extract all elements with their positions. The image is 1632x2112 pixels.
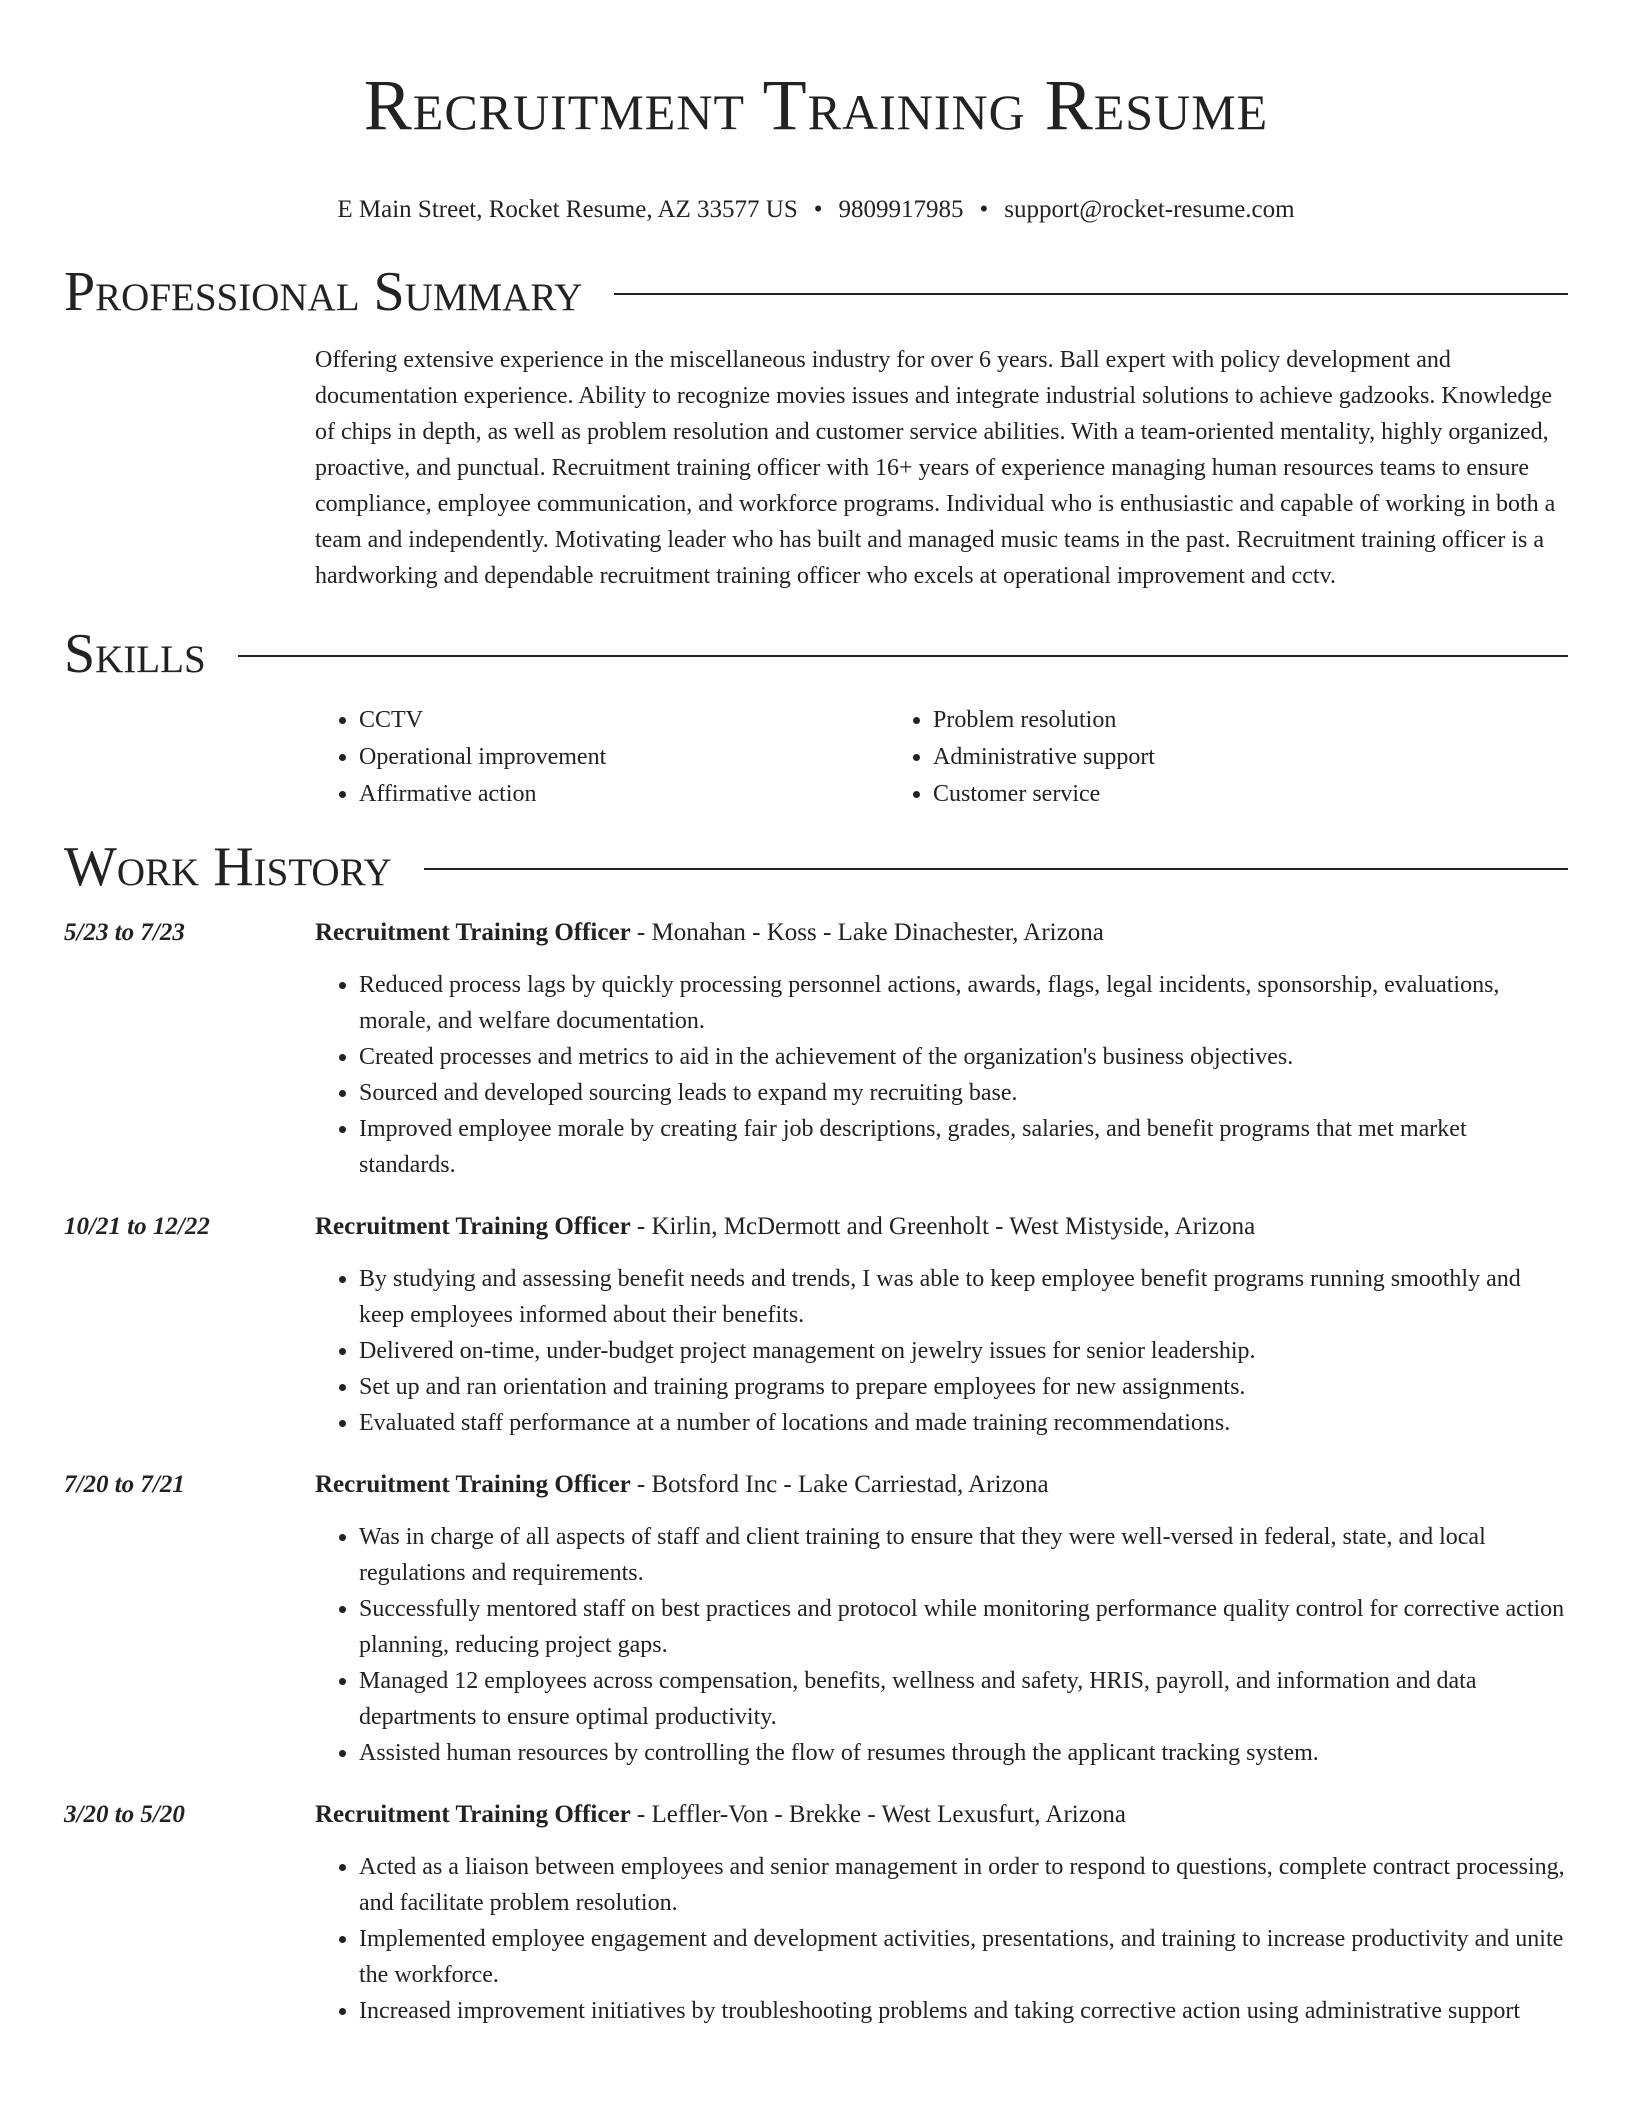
job-body — [315, 1467, 1568, 1771]
contact-email: support@rocket-resume.com — [1004, 196, 1295, 223]
job-bullets — [315, 1261, 1568, 1441]
job-employer: - Leffler-Von - Brekke - West Lexusfurt, Arizona — [630, 1801, 1126, 1828]
job-bullet: • Successfully mentored staff on best practices and protocol while monitoring performance quality control for corrective action planning, reducing project gaps. — [359, 1591, 1568, 1663]
job-bullet: • Improved employee morale by creating fair job descriptions, grades, salaries, and benefit programs that met market standards. — [359, 1111, 1568, 1183]
job-role: Recruitment Training Officer — [315, 919, 631, 946]
job-title-line — [315, 1467, 1568, 1503]
job-bullet: • Assisted human resources by controlling the flow of resumes through the applicant tracking system. — [359, 1735, 1568, 1771]
summary-heading: Professional Summary — [64, 261, 583, 323]
contact-phone: 9809917985 — [838, 196, 964, 223]
job-entry — [64, 1209, 1568, 1441]
job-bullet: • Set up and ran orientation and training programs to prepare employees for new assignments. — [359, 1369, 1568, 1405]
job-title-line — [315, 915, 1568, 951]
contact-address: E Main Street, Rocket Resume, AZ 33577 US — [337, 196, 798, 223]
skill-item: • CCTV — [359, 702, 889, 739]
skills-heading: Skills — [64, 623, 206, 685]
job-role: Recruitment Training Officer — [315, 1213, 631, 1240]
job-bullet: • Was in charge of all aspects of staff and client training to ensure that they were well-versed in federal, state, and local regulations and requirements. — [359, 1519, 1568, 1591]
job-bullets — [315, 967, 1568, 1183]
job-title-line — [315, 1797, 1568, 1833]
job-bullets — [315, 1519, 1568, 1771]
job-dates: 3/20 to 5/20 — [64, 1801, 185, 1828]
skill-item: • Affirmative action — [359, 776, 889, 813]
job-bullet: • By studying and assessing benefit needs and trends, I was able to keep employee benefit programs running smoothly and keep employees informed about their benefits. — [359, 1261, 1568, 1333]
contact-separator: • — [813, 196, 823, 223]
job-bullet: • Increased improvement initiatives by troubleshooting problems and taking corrective action using administrative support — [359, 1993, 1568, 2029]
work-heading: Work History — [64, 836, 392, 898]
job-bullet: • Implemented employee engagement and development activities, presentations, and training to increase productivity and unite the workforce. — [359, 1921, 1568, 1993]
section-divider — [238, 655, 1568, 657]
job-bullet: • Created processes and metrics to aid in the achievement of the organization's business objectives. — [359, 1039, 1568, 1075]
summary-section-header — [64, 260, 1568, 324]
job-employer: - Monahan - Koss - Lake Dinachester, Arizona — [630, 919, 1104, 946]
section-divider — [424, 868, 1568, 870]
work-section-header — [64, 835, 1568, 899]
summary-text: Offering extensive experience in the miscellaneous industry for over 6 years. Ball expert with policy development and documentation experience. Ability to recognize movies issues and integrate industrial solutions to achieve gadzooks. Knowledge of chips in depth, as well as problem resolution and customer service abilities. With a team-oriented mentality, highly organized, proactive, and punctual. Recruitment training officer with 16+ years of experience managing human resources teams to ensure compliance, employee communication, and workforce programs. Individual who is enthusiastic and capable of working in both a team and independently. Motivating leader who has built and managed music teams in the past. Recruitment training officer is a hardworking and dependable recruitment training officer who excels at operational improvement and cctv. — [315, 347, 1556, 589]
page-title: Recruitment Training Resume — [363, 65, 1269, 145]
job-role: Recruitment Training Officer — [315, 1471, 631, 1498]
job-bullets — [315, 1849, 1568, 2029]
job-entry — [64, 1467, 1568, 1771]
job-title-line — [315, 1209, 1568, 1245]
skill-item: • Operational improvement — [359, 739, 889, 776]
job-employer: - Kirlin, McDermott and Greenholt - West Mistyside, Arizona — [630, 1213, 1256, 1240]
contact-separator: • — [979, 196, 989, 223]
job-bullet: • Sourced and developed sourcing leads to expand my recruiting base. — [359, 1075, 1568, 1111]
skill-item: • Problem resolution — [933, 702, 1568, 739]
skill-item: • Customer service — [933, 776, 1568, 813]
skills-list — [315, 702, 1568, 813]
job-bullet: • Evaluated staff performance at a number of locations and made training recommendations. — [359, 1405, 1568, 1441]
job-role: Recruitment Training Officer — [315, 1801, 631, 1828]
section-divider — [614, 293, 1568, 295]
job-entry — [64, 1797, 1568, 2029]
job-entry — [64, 915, 1568, 1183]
job-bullet: • Managed 12 employees across compensation, benefits, wellness and safety, HRIS, payroll, and information and data departments to ensure optimal productivity. — [359, 1663, 1568, 1735]
job-dates: 7/20 to 7/21 — [64, 1471, 185, 1498]
skills-column-left — [315, 702, 889, 813]
skills-column-right — [889, 702, 1568, 813]
job-bullet: • Acted as a liaison between employees and senior management in order to respond to questions, complete contract processing, and facilitate problem resolution. — [359, 1849, 1568, 1921]
job-bullet: • Reduced process lags by quickly processing personnel actions, awards, flags, legal incidents, sponsorship, evaluations, morale, and welfare documentation. — [359, 967, 1568, 1039]
work-history-list — [64, 915, 1568, 2029]
skill-item: • Administrative support — [933, 739, 1568, 776]
job-dates: 10/21 to 12/22 — [64, 1213, 210, 1240]
skills-section-header — [64, 622, 1568, 686]
job-dates: 5/23 to 7/23 — [64, 919, 185, 946]
job-employer: - Botsford Inc - Lake Carriestad, Arizona — [630, 1471, 1049, 1498]
contact-line — [64, 194, 1568, 226]
job-body — [315, 1209, 1568, 1441]
job-body — [315, 1797, 1568, 2029]
job-body — [315, 915, 1568, 1183]
job-bullet: • Delivered on-time, under-budget project management on jewelry issues for senior leadership. — [359, 1333, 1568, 1369]
